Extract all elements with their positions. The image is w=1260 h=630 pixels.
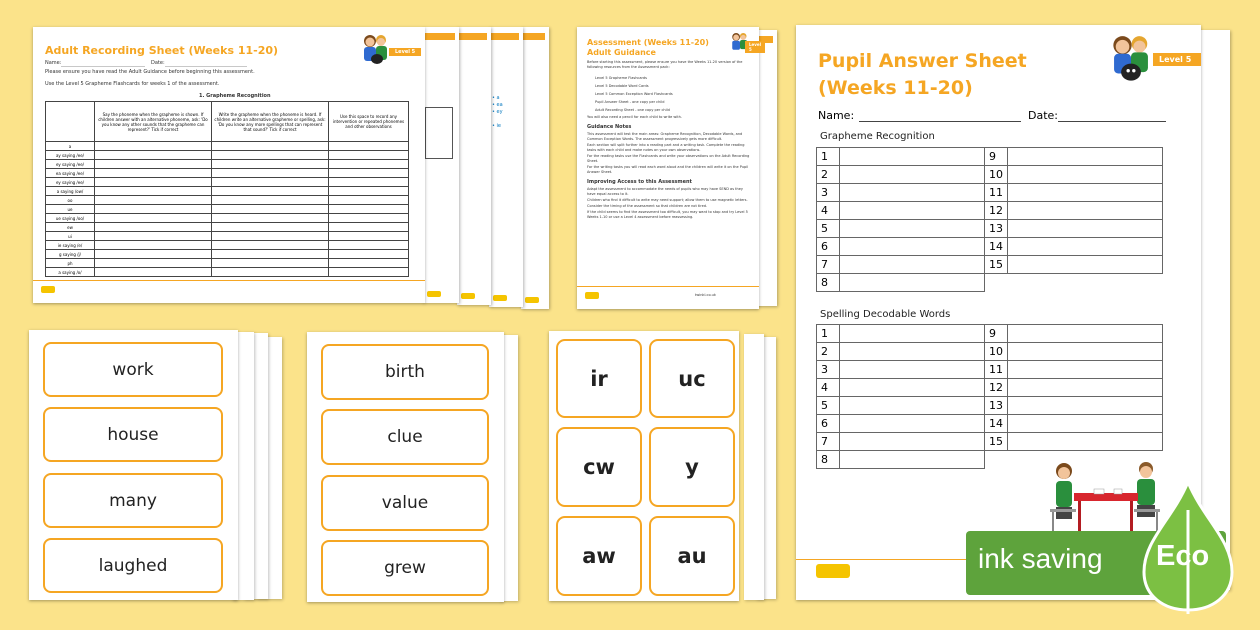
column-header: Use this space to record any intervention or repeated phonemes and other observations [329,102,409,142]
table-row: ie saying /e/ [46,241,409,250]
answer-cell[interactable] [840,397,985,415]
twinkl-logo [816,564,850,578]
recording-table [45,101,409,277]
answer-cell[interactable] [840,379,985,397]
stacked-sheet [521,27,549,309]
resource-item: Adult Recording Sheet - one copy per child [595,108,670,112]
grapheme-card[interactable]: cw [556,427,642,507]
guidance-subtitle: Adult Guidance [587,48,656,57]
stacked-sheet: • a • ea • ey • ie [489,27,523,307]
guidance-title: Assessment (Weeks 11-20) [587,38,709,47]
table-row: ue saying /oo/ [46,214,409,223]
answer-cell[interactable] [1008,343,1163,361]
resource-item: Level 5 Grapheme Flashcards [595,76,647,80]
answer-cell[interactable] [1008,397,1163,415]
guidance-note-item: For the reading tasks use the Flashcards and write your observations on the Adult Recording Sheet. [587,154,750,163]
table-row: ay saying /ee/ [46,151,409,160]
spelling-answer-grid: 1 9 2 10 3 11 4 12 5 13 6 14 7 15 8 [816,324,1163,469]
ink-saving-text: ink saving [978,543,1103,574]
column-header: Write the grapheme when the phoneme is heard. If children write an alternative grapheme or spelling, ask: 'Do you know any more spellings that can represent that sound?' Tick if correct [212,102,329,142]
adult-guidance-sheet [577,27,759,309]
footer-url: twinkl.co.uk [695,293,716,297]
guidance-note-item: Children who find it difficult to write may need support; allow them to use magnetic letters. [587,198,748,202]
answer-cell[interactable] [840,238,985,256]
name-label: Name: [818,109,855,122]
answer-cell[interactable] [840,415,985,433]
instruction-2: Use the Level 5 Grapheme Flashcards for weeks 1 of the assessment. [45,81,220,87]
table-row: ey saying /ee/ [46,178,409,187]
level-badge: Level 5 [1153,53,1201,66]
answer-cell[interactable] [840,220,985,238]
word-card-sheet [307,332,504,602]
answer-cell[interactable] [840,202,985,220]
children-illustration [359,32,393,70]
answer-cell[interactable] [1008,148,1163,166]
instruction-1: Please ensure you have read the Adult Guidance before beginning this assessment. [45,69,255,75]
word-card[interactable]: clue [321,409,489,465]
table-row: a [46,142,409,151]
grapheme-card[interactable]: aw [556,516,642,596]
grapheme-card[interactable]: y [649,427,735,507]
word-card[interactable]: many [43,473,223,528]
name-label: Name: [45,60,62,66]
answer-cell[interactable] [1008,202,1163,220]
answer-cell[interactable] [1008,256,1163,274]
answer-cell[interactable] [840,166,985,184]
twinkl-logo [41,286,55,293]
date-field[interactable] [1058,121,1166,122]
word-card[interactable]: work [43,342,223,397]
answer-cell[interactable] [1008,325,1163,343]
section-heading: 1. Grapheme Recognition [199,93,271,99]
grapheme-card[interactable]: au [649,516,735,596]
table-row: a saying /o/ [46,268,409,277]
recording-sheet-title: Adult Recording Sheet (Weeks 11-20) [45,44,279,57]
name-field[interactable] [859,121,1021,122]
table-row: ew [46,223,409,232]
stacked-sheet [423,27,459,303]
answer-cell[interactable] [840,343,985,361]
table-row: ui [46,232,409,241]
answer-cell[interactable] [1008,433,1163,451]
table-row: ph [46,259,409,268]
section-heading: Spelling Decodable Words [820,309,951,320]
word-card[interactable]: value [321,475,489,531]
guidance-note: You will also need a pencil for each child to write with. [587,115,682,119]
answer-cell[interactable] [840,274,985,292]
answer-cell[interactable] [840,361,985,379]
date-label: Date: [1028,109,1058,122]
level-badge: Level 5 [389,48,421,56]
guidance-note-item: Adapt the assessment to accommodate the needs of pupils who may have SEND as they have equal access to it. [587,187,743,196]
resource-item: Level 5 Decodable Word Cards [595,84,649,88]
twinkl-logo [585,292,599,299]
table-row: ey saying /ee/ [46,160,409,169]
answer-cell[interactable] [1008,166,1163,184]
pupil-sheet-subtitle: (Weeks 11-20) [818,77,973,99]
word-card[interactable]: house [43,407,223,462]
table-row: oo [46,196,409,205]
section-heading: Grapheme Recognition [820,131,935,142]
answer-cell[interactable] [1008,361,1163,379]
date-label: Date: [151,60,165,66]
guidance-heading: Guidance Notes [587,124,632,130]
table-row: ea saying /ee/ [46,169,409,178]
answer-cell[interactable] [840,325,985,343]
pupil-sheet-title: Pupil Answer Sheet [818,50,1027,72]
eco-label: Eco [1156,540,1210,572]
grapheme-card[interactable]: uc [649,339,735,418]
answer-cell[interactable] [840,433,985,451]
table-row: g saying /j/ [46,250,409,259]
answer-cell[interactable] [840,256,985,274]
word-card[interactable]: birth [321,344,489,400]
guidance-note-item: If the child seems to find the assessment too difficult, you may want to stop and try Level 5 Weeks 1-10 or use a Level 4 assessment before reassessing. [587,210,748,219]
answer-cell[interactable] [840,451,985,469]
guidance-note-item: This assessment will test the main areas: Grapheme Recognition, Decodable Words, and Common Exception Words. The assessment progressively gets more difficult. [587,132,743,141]
answer-cell[interactable] [1008,415,1163,433]
level-badge: Level 5 [745,41,765,53]
resource-item: Level 5 Common Exception Word Flashcards [595,92,673,96]
word-card-sheet [29,330,238,600]
grapheme-card[interactable]: ir [556,339,642,418]
guidance-note-item: Consider the timing of the assessment so that children are not tired. [587,204,708,208]
guidance-heading: Improving Access to this Assessment [587,179,692,185]
word-card[interactable]: grew [321,540,489,596]
answer-cell[interactable] [840,184,985,202]
table-row: ue [46,205,409,214]
guidance-note-item: For the writing tasks you will read each word aloud and the children will write it on the Pupil Answer Sheet. [587,165,749,174]
guidance-intro: Before starting this assessment, please ensure you have the Weeks 11-20 version of the following resources from the Assessment pack: [587,60,743,69]
answer-cell[interactable] [1008,220,1163,238]
column-header: Say the phoneme when the grapheme is shown. If children answer with an alternative phoneme, ask: 'Do you know any other sounds that the grapheme can represent?' Tick if correct [95,102,212,142]
adult-recording-sheet [33,27,425,303]
answer-cell[interactable] [1008,238,1163,256]
grapheme-answer-grid: 1 9 2 10 3 11 4 12 5 13 6 14 7 15 8 [816,147,1163,292]
resource-item: Pupil Answer Sheet - one copy per child [595,100,665,104]
children-illustration [1107,32,1155,88]
guidance-note-item: Each section will split further into a reading part and a writing task. Complete the reading tasks with each child and make notes on your own observations. [587,143,745,152]
answer-cell[interactable] [1008,379,1163,397]
stacked-sheet [457,27,491,305]
table-row: a saying /ow/ [46,187,409,196]
word-card[interactable]: laughed [43,538,223,593]
answer-cell[interactable] [840,148,985,166]
answer-cell[interactable] [1008,184,1163,202]
grapheme-card-sheet [549,331,739,601]
